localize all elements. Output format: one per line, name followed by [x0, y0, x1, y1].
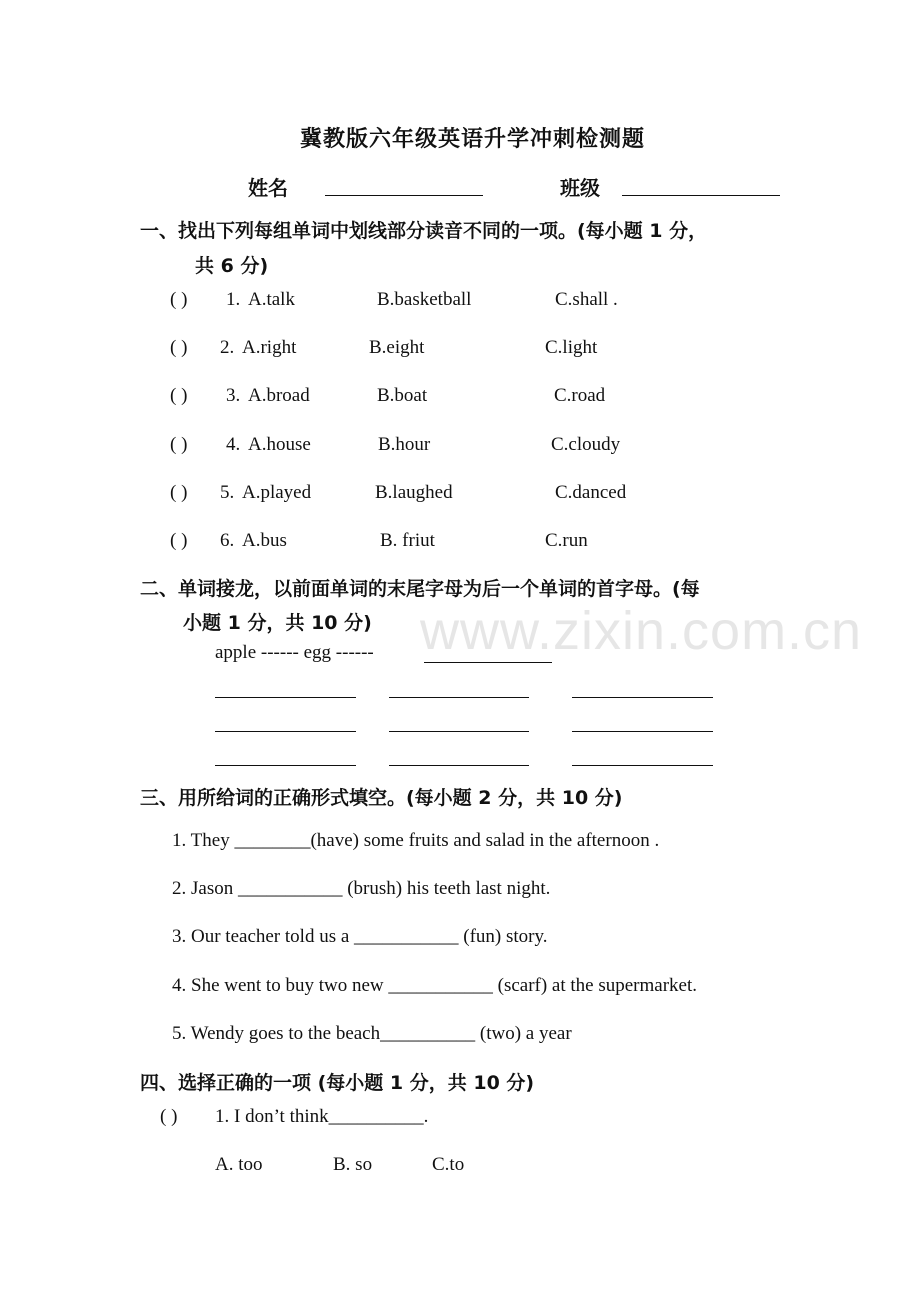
option-a: A.house: [248, 434, 311, 455]
option-c: C.cloudy: [551, 434, 621, 455]
item-number: 4.: [226, 434, 241, 455]
option-b: B.eight: [369, 337, 425, 358]
option-c: C.light: [545, 337, 598, 358]
option-c: C.road: [554, 385, 606, 406]
answer-paren[interactable]: ( ): [170, 385, 188, 406]
option-a: A.talk: [248, 289, 295, 310]
fill-blank-question: 5. Wendy goes to the beach__________ (two) a year: [172, 1023, 572, 1044]
section2-heading-cont: 小题 1 分，共 10 分): [183, 612, 372, 634]
answer-paren[interactable]: ( ): [170, 289, 188, 310]
option-b: B.boat: [377, 385, 428, 406]
fill-blank-question: 3. Our teacher told us a ___________ (fun) story.: [172, 926, 548, 947]
option-a: A.bus: [242, 530, 287, 551]
section1-heading-cont: 共 6 分): [195, 255, 269, 277]
option-a: A.broad: [248, 385, 310, 406]
answer-paren[interactable]: ( ): [160, 1106, 178, 1127]
option-b: B. so: [333, 1154, 373, 1175]
chain-blank[interactable]: [215, 697, 356, 698]
chain-blank[interactable]: [215, 731, 356, 732]
option-a: A.played: [242, 482, 312, 503]
answer-paren[interactable]: ( ): [170, 434, 188, 455]
question-text: 1. I don’t think__________.: [215, 1106, 429, 1127]
chain-blank[interactable]: [215, 765, 356, 766]
class-label: 班级: [560, 176, 600, 200]
chain-blank[interactable]: [572, 697, 713, 698]
option-a: A.right: [242, 337, 297, 358]
section1-heading: 一、找出下列每组单词中划线部分读音不同的一项。(每小题 1 分，: [140, 220, 708, 242]
section3-heading: 三、用所给词的正确形式填空。(每小题 2 分，共 10 分): [140, 787, 623, 809]
option-c: C.to: [432, 1154, 465, 1175]
chain-blank[interactable]: [424, 662, 552, 663]
option-b: B.hour: [378, 434, 431, 455]
name-label: 姓名: [248, 176, 288, 200]
answer-paren[interactable]: ( ): [170, 530, 188, 551]
chain-blank[interactable]: [389, 697, 529, 698]
section2-heading: 二、单词接龙，以前面单词的末尾字母为后一个单词的首字母。(每: [140, 578, 700, 600]
option-c: C.shall .: [555, 289, 618, 310]
section4-heading: 四、选择正确的一项 (每小题 1 分，共 10 分): [140, 1072, 535, 1094]
chain-blank[interactable]: [389, 731, 529, 732]
chain-blank[interactable]: [389, 765, 529, 766]
answer-paren[interactable]: ( ): [170, 337, 188, 358]
fill-blank-question: 4. She went to buy two new ___________ (scarf) at the supermarket.: [172, 975, 698, 996]
option-c: C.run: [545, 530, 588, 551]
item-number: 3.: [226, 385, 241, 406]
watermark: www.zixin.com.cn: [420, 601, 863, 661]
chain-blank[interactable]: [572, 765, 713, 766]
option-b: B.basketball: [377, 289, 472, 310]
option-a: A. too: [215, 1154, 263, 1175]
item-number: 5.: [220, 482, 235, 503]
option-b: B. friut: [380, 530, 435, 551]
class-blank[interactable]: [622, 195, 780, 196]
answer-paren[interactable]: ( ): [170, 482, 188, 503]
chain-blank[interactable]: [572, 731, 713, 732]
item-number: 6.: [220, 530, 235, 551]
item-number: 1.: [226, 289, 241, 310]
fill-blank-question: 2. Jason ___________ (brush) his teeth last night.: [172, 878, 551, 899]
name-blank[interactable]: [325, 195, 483, 196]
fill-blank-question: 1. They ________(have) some fruits and salad in the afternoon .: [172, 830, 660, 851]
word-chain-start: apple ------ egg ------: [215, 642, 374, 663]
item-number: 2.: [220, 337, 235, 358]
option-b: B.laughed: [375, 482, 453, 503]
page-title: 冀教版六年级英语升学冲刺检测题: [300, 127, 646, 152]
option-c: C.danced: [555, 482, 627, 503]
